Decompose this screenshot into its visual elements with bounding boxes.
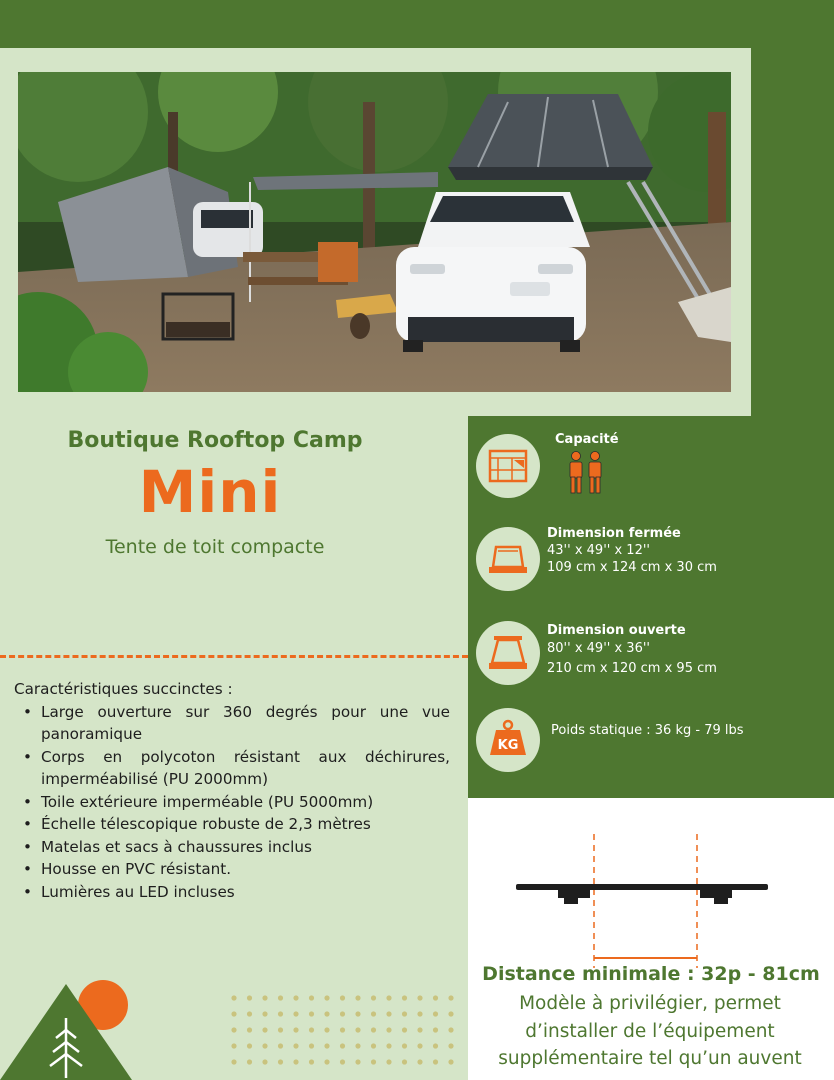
features-section bbox=[14, 678, 450, 903]
feature-item: • Échelle télescopique robuste de 2,3 mètres bbox=[41, 813, 450, 836]
weight-icon-text: KG bbox=[497, 738, 519, 753]
features-list bbox=[41, 701, 450, 904]
dashed-divider bbox=[0, 655, 468, 658]
capacity-label: Capacité bbox=[555, 432, 619, 447]
people-icon bbox=[566, 450, 606, 496]
brand-title: Boutique Rooftop Camp bbox=[67, 428, 363, 453]
weight-label: Poids statique : 36 kg - 79 lbs bbox=[551, 723, 744, 738]
feature-item: • Toile extérieure imperméable (PU 5000mm) bbox=[41, 791, 450, 814]
feature-item: • Matelas et sacs à chaussures inclus bbox=[41, 836, 450, 859]
feature-item: • Lumières au LED incluses bbox=[41, 881, 450, 904]
open-tent-icon bbox=[476, 621, 540, 685]
specs-panel bbox=[468, 416, 834, 798]
mountain-logo bbox=[0, 978, 140, 1080]
closed-tent-icon bbox=[476, 527, 540, 591]
top-band bbox=[0, 0, 834, 48]
closed-dimension-metric: 109 cm x 124 cm x 30 cm bbox=[547, 560, 717, 575]
feature-item: • Housse en PVC résistant. bbox=[41, 858, 450, 881]
model-name: Mini bbox=[138, 458, 282, 526]
right-band bbox=[751, 48, 834, 416]
features-title: Caractéristiques succinctes : bbox=[14, 680, 233, 698]
open-dimension-metric: 210 cm x 120 cm x 95 cm bbox=[547, 661, 717, 676]
subtitle: Tente de toit compacte bbox=[105, 536, 325, 558]
feature-item: • Large ouverture sur 360 degrés pour une vue panoramique bbox=[41, 701, 450, 746]
closed-dimension-label: Dimension fermée bbox=[547, 526, 681, 541]
dot-pattern bbox=[226, 990, 458, 1070]
tent-grid-icon bbox=[476, 434, 540, 498]
closed-dimension-imperial: 43'' x 49'' x 12'' bbox=[547, 543, 650, 558]
open-dimension-label: Dimension ouverte bbox=[547, 623, 686, 638]
weight-icon bbox=[476, 708, 540, 772]
hero-photo bbox=[18, 72, 731, 392]
distance-title: Distance minimale : 32p - 81cm bbox=[482, 963, 820, 985]
distance-description: Modèle à privilégier, permet d’installer de l’équipement supplémentaire tel qu’un auvent bbox=[498, 993, 802, 1069]
feature-item: • Corps en polycoton résistant aux déchirures, imperméabilisé (PU 2000mm) bbox=[41, 746, 450, 791]
open-dimension-imperial: 80'' x 49'' x 36'' bbox=[547, 641, 650, 656]
